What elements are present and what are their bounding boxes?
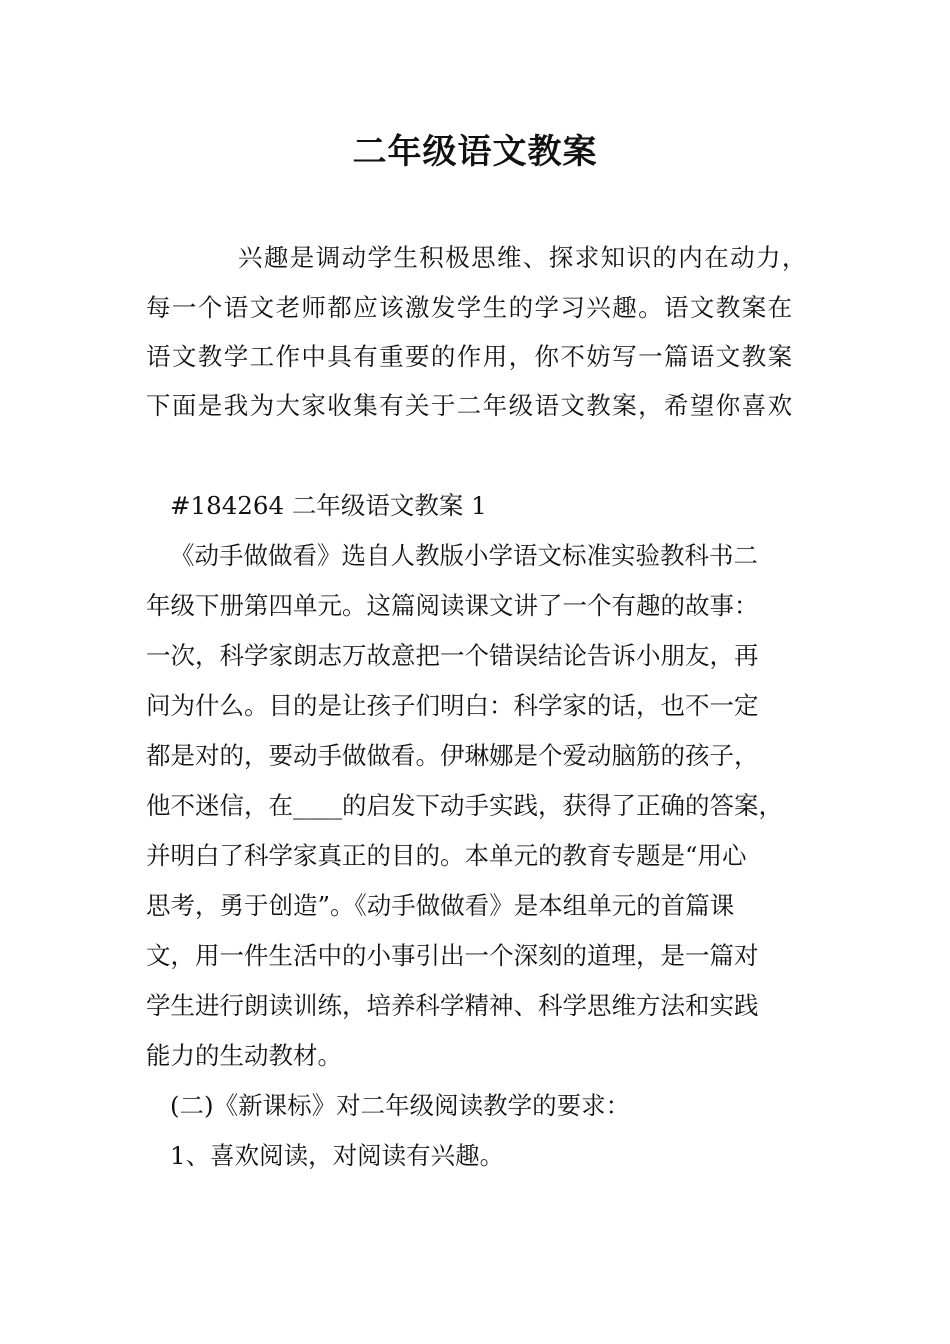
body-line-6: 他不迷信，在____的启发下动手实践，获得了正确的答案， (146, 791, 783, 820)
subheading: (二)《新课标》对二年级阅读教学的要求： (170, 1091, 631, 1120)
page-title: 二年级语文教案 (352, 132, 598, 172)
body-line-5: 都是对的，要动手做做看。伊琳娜是个爱动脑筋的孩子， (146, 741, 759, 770)
body-line-4: 问为什么。目的是让孩子们明白：科学家的话，也不一定 (146, 691, 759, 720)
body-line-7: 并明白了科学家真正的目的。本单元的教育专题是“用心 (146, 841, 747, 870)
body-line-1: 《动手做做看》选自人教版小学语文标准实验教科书二 (170, 541, 758, 570)
body-line-9: 文，用一件生活中的小事引出一个深刻的道理，是一篇对 (146, 941, 759, 970)
body-line-2: 年级下册第四单元。这篇阅读课文讲了一个有趣的故事： (146, 591, 759, 620)
body-line-11: 能力的生动教材。 (146, 1041, 342, 1070)
body-line-8: 思考，勇于创造”。《动手做做看》是本组单元的首篇课 (146, 891, 735, 920)
intro-line-3: 语文教学工作中具有重要的作用，你不妨写一篇语文教案 (146, 342, 794, 371)
list-item-1: 1、喜欢阅读，对阅读有兴趣。 (170, 1141, 505, 1170)
section-heading: #184264 二年级语文教案 1 (170, 491, 487, 520)
body-line-3: 一次，科学家朗志万故意把一个错误结论告诉小朋友，再 (146, 641, 759, 670)
intro-line-2: 每一个语文老师都应该激发学生的学习兴趣。语文教案在 (146, 293, 794, 322)
body-line-10: 学生进行朗读训练，培养科学精神、科学思维方法和实践 (146, 991, 759, 1020)
intro-line-1: 兴趣是调动学生积极思维、探求知识的内在动力， (238, 243, 808, 272)
intro-line-4: 下面是我为大家收集有关于二年级语文教案，希望你喜欢 (146, 391, 794, 420)
